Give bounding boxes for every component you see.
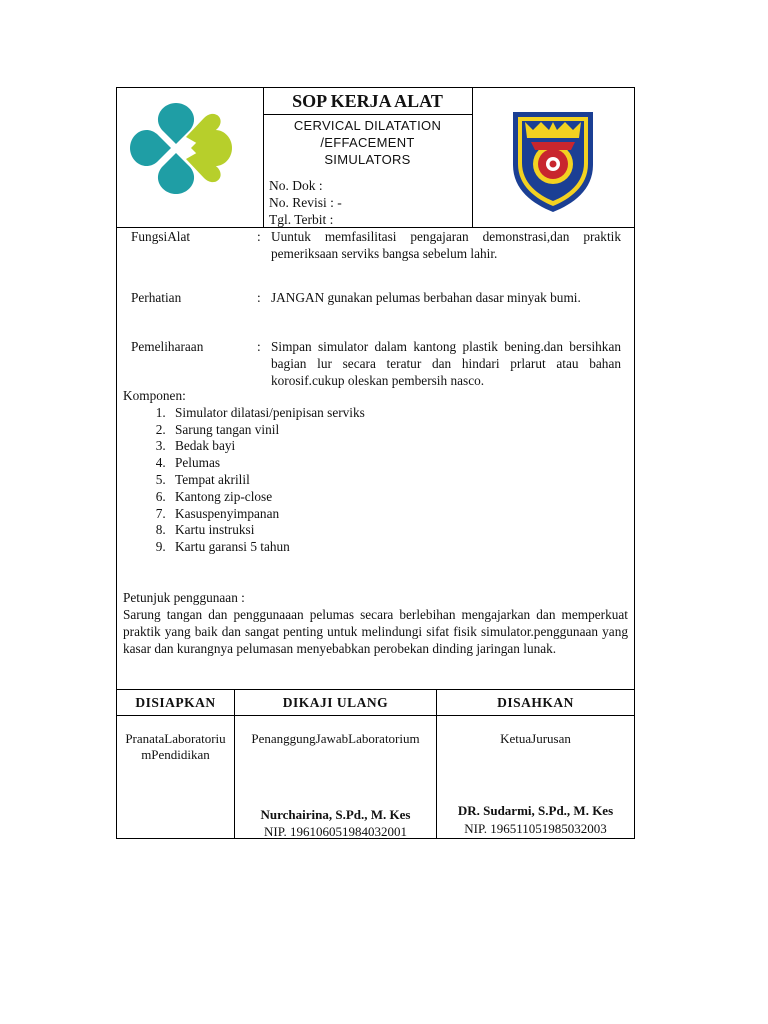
signature-column-reviewed (235, 690, 437, 839)
components-section (123, 388, 628, 556)
document-title: SOP KERJA ALAT (263, 88, 472, 115)
sop-document (116, 87, 635, 839)
field-colon: : (257, 339, 261, 354)
field-label: Perhatian (131, 290, 182, 305)
field-colon: : (257, 229, 261, 244)
subtitle-line: /EFFACEMENT (320, 135, 415, 150)
components-heading: Komponen: (123, 388, 186, 403)
signature-column-approved (437, 690, 634, 839)
component-item: 4. Pelumas (169, 455, 628, 472)
no-revisi: No. Revisi : - (269, 195, 342, 210)
components-list (123, 405, 628, 556)
usage-section (123, 589, 628, 657)
no-dok: No. Dok : (269, 178, 323, 193)
field-colon: : (257, 290, 261, 305)
logo-cell-left (117, 88, 264, 227)
signature-name: DR. Sudarmi, S.Pd., M. Kes (457, 803, 614, 818)
kemenkes-logo (117, 88, 263, 227)
document-meta (269, 177, 472, 228)
document-header (117, 88, 634, 228)
component-item: 9. Kartu garansi 5 tahun (169, 539, 628, 556)
signature-role: KetuaJurusan (500, 731, 571, 746)
signature-table (117, 689, 634, 839)
component-item: 8. Kartu instruksi (169, 522, 628, 539)
signature-role: PranataLaboratoriumPendidikan (125, 731, 226, 762)
component-item: 6. Kantong zip-close (169, 489, 628, 506)
document-subtitle (263, 117, 472, 168)
field-value: Simpan simulator dalam kantong plastik bening.dan bersihkan bagian lur secara teratur dan hindari prlarut atau bahan korosif.cukup oleskan pembersih nasco. (271, 339, 621, 388)
tgl-terbit: Tgl. Terbit : (269, 212, 334, 227)
signature-column-prepared (117, 690, 235, 839)
signature-header: DISIAPKAN (117, 690, 234, 716)
signature-nip: NIP. 196106051984032001 (263, 824, 407, 839)
component-item: 7. Kasuspenyimpanan (169, 506, 628, 523)
component-item: 1. Simulator dilatasi/penipisan serviks (169, 405, 628, 422)
logo-cell-right (473, 88, 634, 227)
signature-name: Nurchairina, S.Pd., M. Kes (260, 807, 411, 822)
field-label: FungsiAlat (131, 229, 191, 244)
component-item: 3. Bedak bayi (169, 438, 628, 455)
field-label: Pemeliharaan (131, 339, 204, 354)
component-item: 5. Tempat akrilil (169, 472, 628, 489)
signature-role: PenanggungJawabLaboratorium (251, 731, 420, 746)
usage-body: Sarung tangan dan penggunaaan pelumas secara berlebihan mengajarkan dan memperkuat praktik yang baik dan sangat penting untuk melindungi sifat fisik simulator.penggunaan yang kasar dan kurangnya pelumasan menyebabkan perobekan dinding jaringan lunak. (123, 607, 628, 656)
poltekkes-emblem (473, 88, 634, 227)
component-item: 2. Sarung tangan vinil (169, 422, 628, 439)
usage-heading: Petunjuk penggunaan : (123, 590, 245, 605)
title-cell (263, 88, 473, 227)
signature-nip: NIP. 196511051985032003 (464, 821, 607, 836)
subtitle-line: SIMULATORS (324, 152, 411, 167)
signature-header: DISAHKAN (437, 690, 634, 716)
field-value: Uuntuk memfasilitasi pengajaran demonstrasi,dan praktik pemeriksaan serviks bangsa sebelum lahir. (271, 229, 621, 261)
subtitle-line: CERVICAL DILATATION (293, 118, 442, 133)
field-value: JANGAN gunakan pelumas berbahan dasar minyak bumi. (271, 290, 581, 305)
signature-header: DIKAJI ULANG (235, 690, 436, 716)
